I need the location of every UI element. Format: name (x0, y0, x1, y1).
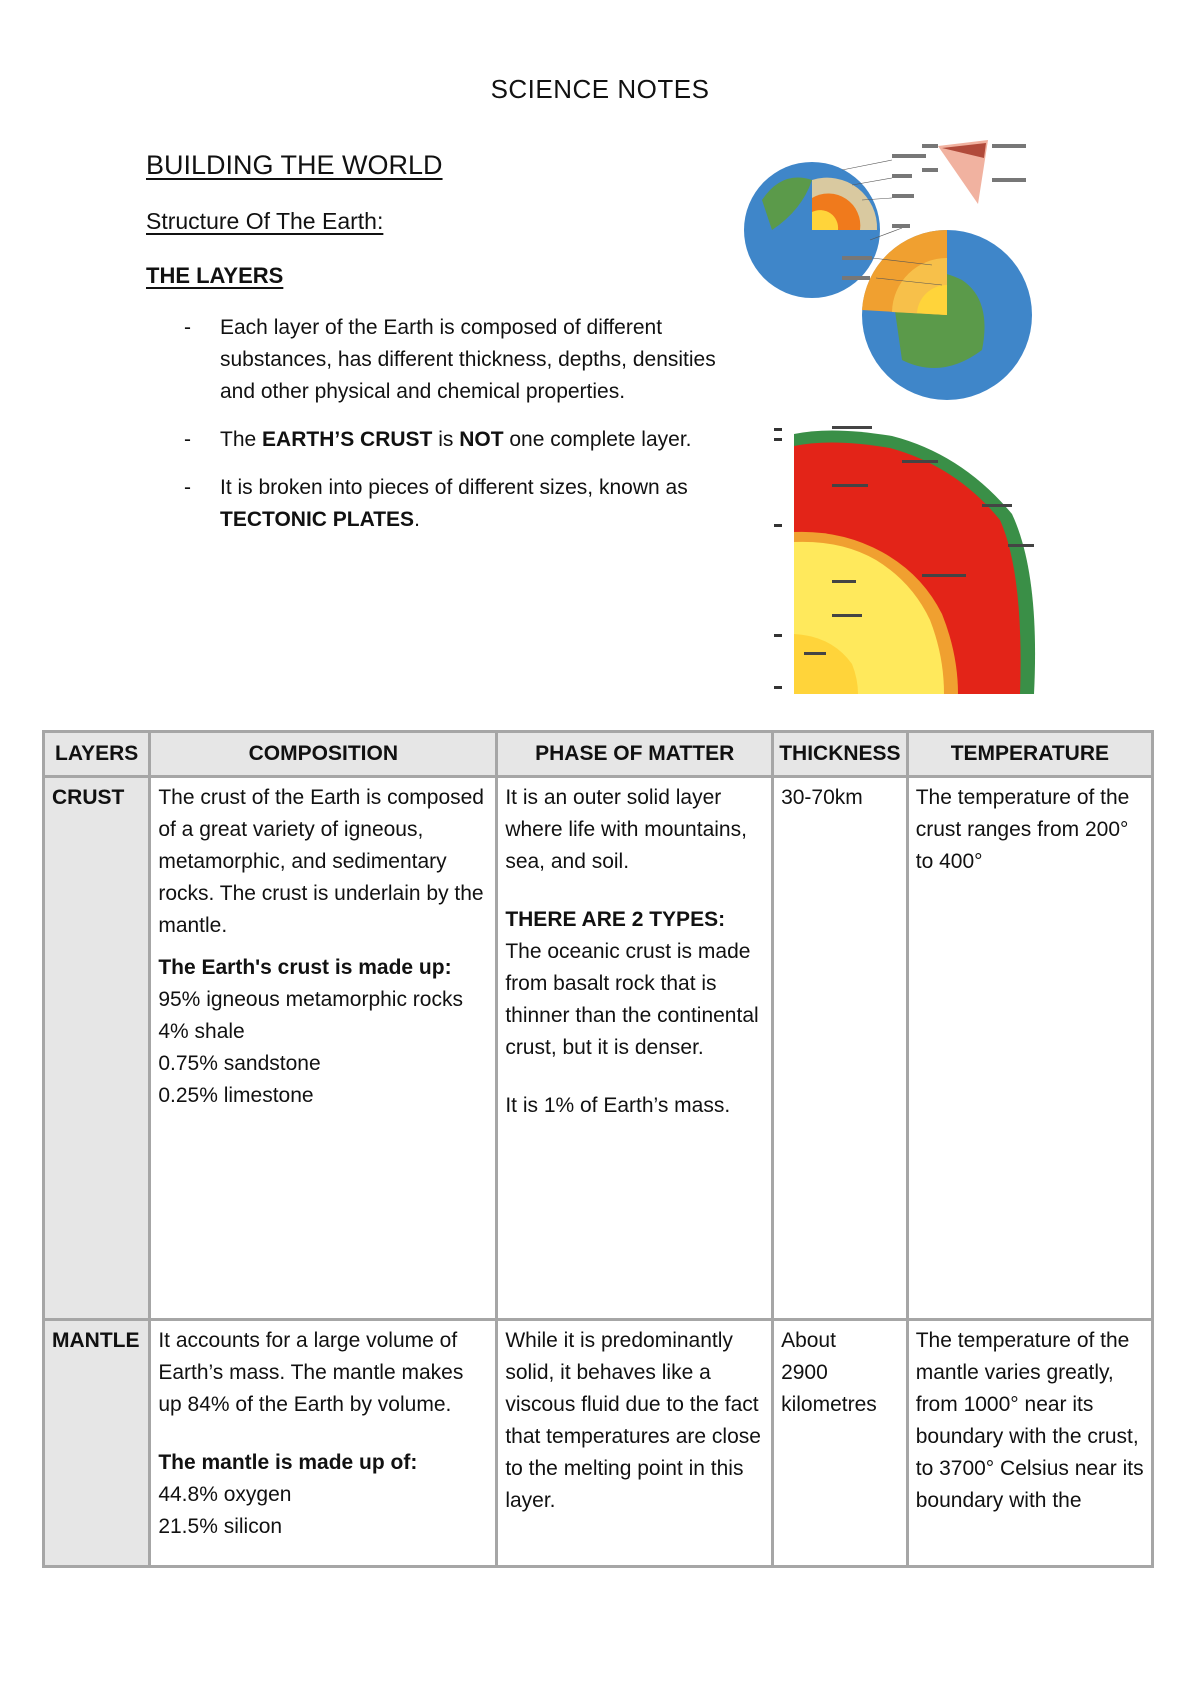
depth-tick (774, 634, 782, 637)
crust-composition-intro: The crust of the Earth is composed of a great variety of igneous, metamorphic, and sedimentary rocks. The crust is underlain by the mantle. (158, 786, 484, 937)
table-row-crust (44, 777, 1153, 1320)
mantle-composition-heading: The mantle is made up of: (158, 1451, 418, 1474)
mantle-thickness-line: kilometres (781, 1393, 877, 1416)
cell-crust-composition (150, 777, 497, 1320)
crust-composition-item: 95% igneous metamorphic rocks (158, 988, 463, 1011)
tiny-label (832, 580, 856, 583)
cell-mantle-phase: While it is predominantly solid, it behaves like a viscous fluid due to the fact that temperatures are close to the melting point in this layer. (497, 1320, 773, 1567)
cell-crust-temperature: The temperature of the crust ranges from 200° to 400° (907, 777, 1152, 1320)
spacer (505, 1064, 764, 1090)
cell-mantle-temperature: The temperature of the mantle varies greatly, from 1000° near its boundary with the crust, to 3700° Celsius near its boundary with the (907, 1320, 1152, 1567)
cell-mantle-name: MANTLE (44, 1320, 150, 1567)
crust-phase-types: THERE ARE 2 TYPES: (505, 908, 726, 931)
depth-tick (774, 524, 782, 527)
earth-cutaway-figure (742, 140, 1032, 402)
dash-icon: - (184, 476, 191, 499)
header-composition: COMPOSITION (150, 732, 497, 777)
leader-line (842, 160, 892, 170)
tiny-label (992, 144, 1026, 148)
crust-composition-heading: The Earth's crust is made up: (158, 956, 452, 979)
tiny-label (892, 174, 912, 178)
header-thickness: THICKNESS (773, 732, 908, 777)
tiny-label (922, 574, 966, 577)
bullet-item (180, 424, 740, 456)
globe-bottom (862, 230, 1032, 400)
bullet-text-post: . (414, 508, 420, 531)
mantle-composition-item: 21.5% silicon (158, 1515, 283, 1538)
bullet-item (180, 472, 740, 536)
mantle-composition-item: 44.8% oxygen (158, 1483, 292, 1506)
earth-cross-section-figure (772, 424, 1040, 694)
header-layers: LAYERS (44, 732, 150, 777)
bullet-text: Each layer of the Earth is composed of different substances, has different thickness, depths, densities and other physical and chemical properties. (220, 316, 716, 403)
cell-crust-phase (497, 777, 773, 1320)
crust-composition-item: 0.75% sandstone (158, 1052, 321, 1075)
bullet-text-post: one complete layer. (503, 428, 692, 451)
tiny-label (842, 276, 870, 280)
subheading: Structure Of The Earth: (146, 208, 384, 234)
document-title: SCIENCE NOTES (490, 74, 710, 104)
cell-mantle-composition (150, 1320, 497, 1567)
depth-tick (774, 686, 782, 689)
table-header-row (44, 732, 1153, 777)
mantle-thickness-line: About (781, 1329, 836, 1352)
cell-crust-name: CRUST (44, 777, 150, 1320)
layers-table (42, 730, 1154, 1568)
dash-icon: - (184, 428, 191, 451)
cell-mantle-thickness (773, 1320, 908, 1567)
spacer (158, 1421, 488, 1447)
tiny-label (922, 144, 938, 148)
tiny-label (902, 460, 938, 463)
tiny-label (922, 168, 938, 172)
tiny-label (892, 194, 914, 198)
bullet-item (180, 312, 740, 408)
tiny-label (1008, 544, 1034, 547)
bullet-bold-plates: TECTONIC PLATES (220, 508, 415, 531)
table-row-mantle (44, 1320, 1153, 1567)
bullet-list (180, 312, 740, 552)
tiny-label (832, 614, 862, 617)
header-phase: PHASE OF MATTER (497, 732, 773, 777)
bullet-bold-not: NOT (459, 428, 504, 451)
main-heading: BUILDING THE WORLD (146, 150, 443, 180)
depth-ticks (774, 428, 782, 689)
spacer (158, 942, 488, 952)
depth-tick (774, 428, 782, 431)
tiny-label (804, 652, 826, 655)
crust-phase-mass: It is 1% of Earth’s mass. (505, 1094, 731, 1117)
crust-composition-item: 4% shale (158, 1020, 245, 1043)
mantle-composition-intro: It accounts for a large volume of Earth’s mass. The mantle makes up 84% of the Earth by volume. (158, 1329, 464, 1416)
crust-detail-inset (938, 140, 988, 204)
tiny-label (892, 154, 926, 158)
tiny-label (832, 484, 868, 487)
section-heading: THE LAYERS (146, 263, 284, 288)
tiny-label (892, 224, 910, 228)
mantle-thickness-line: 2900 (781, 1361, 828, 1384)
bullet-bold-crust: EARTH’S CRUST (262, 428, 433, 451)
crust-phase-detail: The oceanic crust is made from basalt rock that is thinner than the continental crust, but it is denser. (505, 940, 759, 1059)
header-temperature: TEMPERATURE (907, 732, 1152, 777)
bullet-text-pre: The (220, 428, 263, 451)
tiny-label (842, 256, 872, 260)
crust-phase-intro: It is an outer solid layer where life with mountains, sea, and soil. (505, 786, 747, 873)
spacer (505, 878, 764, 904)
bullet-text-mid: is (432, 428, 460, 451)
depth-tick (774, 438, 782, 441)
tiny-label (982, 504, 1012, 507)
cell-crust-thickness: 30-70km (773, 777, 908, 1320)
bullet-text-pre: It is broken into pieces of different sizes, known as (220, 476, 688, 499)
tiny-label (992, 178, 1026, 182)
crust-composition-item: 0.25% limestone (158, 1084, 314, 1107)
tiny-label (832, 426, 872, 429)
dash-icon: - (184, 316, 191, 339)
